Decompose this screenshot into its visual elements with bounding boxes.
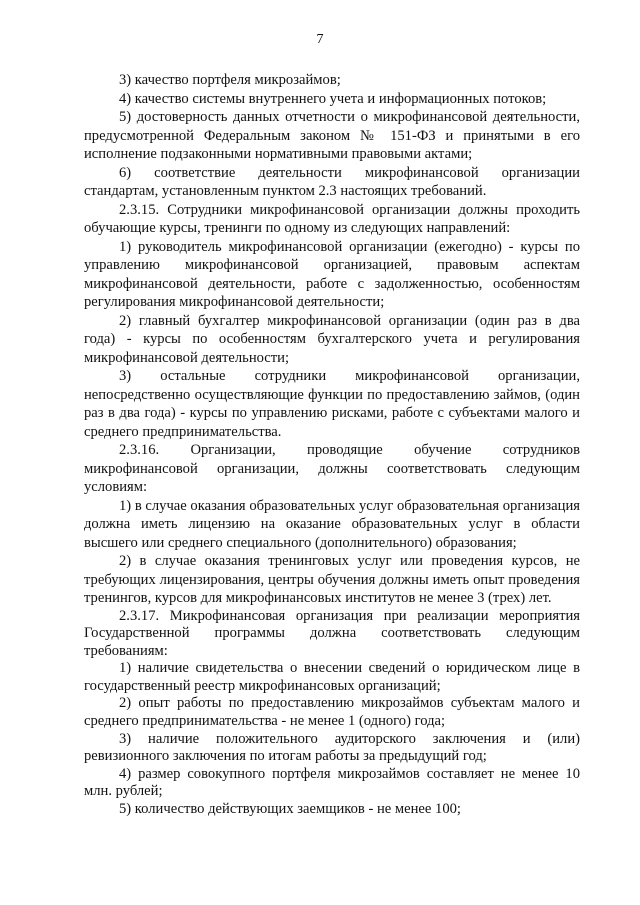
clause-2-3-16: 2.3.16. Организации, проводящие обучение сотрудников микрофинансовой организации, должны соответствовать следующим условиям: [84, 442, 580, 495]
page-number: 7 [316, 32, 324, 47]
list-item-portfolio-size: 4) размер совокупного портфеля микрозаймов составляет не менее 10 млн. рублей; [84, 765, 580, 800]
list-item-standards-compliance: 6) соответствие деятельности микрофинансовой организации стандартам, установленным пунктом 2.3 настоящих требований. [84, 164, 580, 199]
list-item-work-experience: 2) опыт работы по предоставлению микрозаймов субъектам малого и среднего предпринимательства - не менее 1 (одного) года; [84, 695, 580, 730]
list-item-borrower-count: 5) количество действующих заемщиков - не менее 100; [119, 801, 461, 818]
list-item-education-license: 1) в случае оказания образовательных услуг образовательная организация должна иметь лицензию на оказание образовательных услуг в области высшего или среднего специального (дополнительного) образования; [84, 497, 580, 551]
clause-2-3-15: 2.3.15. Сотрудники микрофинансовой организации должны проходить обучающие курсы, тренинги по одному из следующих направлений: [84, 201, 580, 236]
list-item-training-experience: 2) в случае оказания тренинговых услуг или проведения курсов, не требующих лицензирования, центры обучения должны иметь опыт проведения тренингов, курсов для микрофинансовых институтов не менее 3 (трех) лет. [84, 553, 580, 606]
document-body [84, 71, 580, 819]
list-item-accounting-system-quality: 4) качество системы внутреннего учета и информационных потоков; [119, 90, 547, 107]
list-item-audit-conclusion: 3) наличие положительного аудиторского заключения и (или) ревизионного заключения по итогам работы за предыдущий год; [84, 730, 580, 765]
list-item-reporting-reliability: 5) достоверность данных отчетности о микрофинансовой деятельности, предусмотренной Федеральным законом № 151-ФЗ и принятыми в его исполнение подзаконными нормативными правовыми актами; [84, 109, 580, 162]
list-item-staff-courses: 3) остальные сотрудники микрофинансовой организации, непосредственно осуществляющие функции по предоставлению займов, (один раз в два года) - курсы по управлению рисками, работе с субъектами малого и среднего предпринимательства. [84, 368, 580, 440]
list-item-portfolio-quality: 3) качество портфеля микрозаймов; [119, 72, 341, 88]
list-item-accountant-courses: 2) главный бухгалтер микрофинансовой организации (один раз в два года) - курсы по особенностям бухгалтерского учета и регулирования микрофинансовой деятельности; [84, 312, 580, 366]
list-item-director-courses: 1) руководитель микрофинансовой организации (ежегодно) - курсы по управлению микрофинансовой организацией, правовым аспектам микрофинансовой деятельности, работе с задолженностью, особенностям регулирования микрофинансовой деятельности; [84, 238, 580, 310]
list-item-registry-certificate: 1) наличие свидетельства о внесении сведений о юридическом лице в государственный реестр микрофинансовых организаций; [84, 660, 580, 694]
clause-2-3-17: 2.3.17. Микрофинансовая организация при реализации мероприятия Государственной программы должна соответствовать следующим требованиям: [84, 607, 580, 659]
